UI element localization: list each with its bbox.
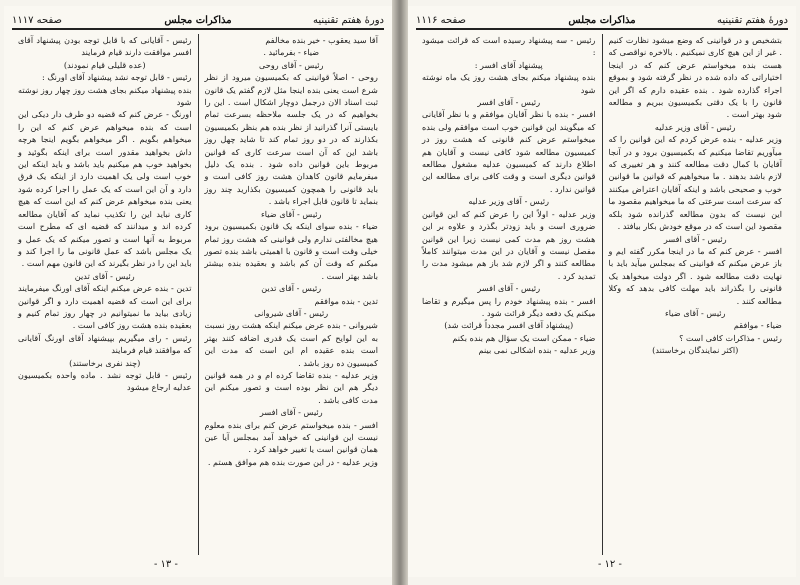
paragraph: (عده قلیلی قیام نمودند) <box>63 59 146 70</box>
page-header <box>416 12 788 30</box>
section-title: مذاکرات مجلس <box>568 14 636 26</box>
paragraph: رئیس - آقای وزیر عدلیه <box>468 196 550 207</box>
paragraph: رئیس - آقای شیروانی <box>254 307 329 318</box>
paragraph: (چند نفری برخاستند) <box>69 357 141 368</box>
paragraph: وزیر عدلیه - در این صورت بنده هم موافق هستم . <box>207 456 378 467</box>
paragraph: افسر - عرض کنم که ما در اینجا مکرر گفته ایم و باز عرض میکنم که قوانینی که بمجلس میآید باید با نهایت دقت مطالعه شود . اگر دولت میخواهد یک قانونی را بگذراند باید مهلت کافی بدهد که وکلا مطالعه کنند . <box>608 245 782 306</box>
paragraph: رئیس - آقایانی که با قابل توجه بودن پیشنهاد آقای افسر موافقت دارند قیام فرمایند <box>18 35 192 58</box>
paragraph: رئیس - آقای روحی <box>258 59 324 70</box>
paragraph: رئیس - رای میگیریم بپیشنهاد آقای اورنگ آقایانی که موافقند قیام فرمایند <box>18 332 192 356</box>
left-column <box>416 34 602 555</box>
book-gutter <box>392 0 408 585</box>
page-label: صفحه ۱۱۱۶ <box>416 14 467 26</box>
paragraph: اورنگ - عرض کنم که قضیه دو طرف دار دیکی این است که بنده میخواهم عرض کنم که این را میخواهم بگویم . اگر میخواهم بگویم اینجا هرچه داش بخواهید مقدور است برای اینکه بگوئید و بخواهید خوب هم میکنیم باید باشد و باید اینکه این خوب است ولی یک اهمیت دارد از اینکه یک فرق دارد و آن این است که یک عمل را اجرا کرده شود یعنی بنده میخواهم عرض کنم که این است که هیچ کاری نباید این را تکذیب نماید که آقایان مطالعه کرده اند و میدانند که قضیه ای که مطرح است مربوط به آنها است و تصور میکنم که یک عمل و یک مجلس باشد که عمل قانونی ما را اجرا کند و باید این را در نظر بگیرند که این قانون مهم است . <box>18 109 192 269</box>
paragraph: ضیاء - بفرمائید . <box>263 47 320 58</box>
paragraph: وزیر عدلیه - اولاً این را عرض کنم که این قوانین ضروری است و باید زودتر بگذرد و علاوه بر این هشت روز هم مدت کمی نیست زیرا این قوانین مفصل نیست و آقایان در این مدت میتوانند کاملاً مطالعه کنند و اگر لازم شد باز هم میشود مدت را تمدید کرد . <box>422 208 596 281</box>
paragraph: رئیس - آقای وزیر عدلیه <box>654 121 736 132</box>
paragraph: رئیس - مذاکرات کافی است ؟ <box>679 332 782 343</box>
paragraph: ضیاء - ممکن است یک سؤال هم بنده بکنم <box>452 332 596 343</box>
journal-title: دورهٔ هفتم تقنینیه <box>313 14 384 26</box>
paragraph: ضیاء - بنده سوای اینکه یک قانون بکمیسیون برود هیچ مخالفتی ندارم ولی قوانینی که هشت روز تمام خیلی وقت است و قانون با اهمیتی باشد بنده تصور میکنم که وقت آن کم باشد و بعقیده بنده بیشتر باشد بهتر است . <box>204 221 378 281</box>
paragraph: رئیس - آقای افسر <box>663 233 727 244</box>
paragraph: بنده پیشنهاد میکنم بجای هشت روز چهار روز نوشته شود <box>18 84 192 108</box>
paragraph: (پیشنهاد آقای افسر مجدداً قرائت شد) <box>444 320 574 331</box>
paragraph: رئیس - آقای افسر <box>477 283 541 294</box>
paragraph: تدین - بنده عرض میکنم اینکه آقای اورنگ میفرمایند برای این است که قضیه اهمیت دارد و اگر قوانین زیادی بیاید ما نمیتوانیم در چهار روز تمام کنیم و بعقیده بنده هشت روز کافی است . <box>18 283 192 331</box>
paragraph: تدین - بنده موافقم <box>314 295 378 306</box>
paragraph: رئیس - آقای تدین <box>261 283 322 294</box>
page-number: - ۱۳ - <box>154 559 178 570</box>
paragraph: بتشخیص و در قوانینی که وضع میشود نظارت کنیم . غیر از این هیچ کاری نمیکنیم . بالاخره نواقصی که هست بنده میخواستم عرض کنم که در اینجا اختیاراتی که داده شده در نظر گرفته شود و بموقع اجراء گذارده شود . بنده عقیده دارم که اگر این قانون را با یک دقتی بکمیسیون ببریم و مطالعه شود بهتر است . <box>608 35 782 120</box>
right-column <box>199 34 385 555</box>
paragraph: افسر - بنده با نظر آقایان موافقم و با نظر آقایانی که میگویند این قوانین خوب است موافقم ولی بنده میخواستم عرض کنم قانونی که هشت روز در کمیسیون مطالعه شود کافی نیست و آقایان هم اطلاع دارند که کمیسیون عدلیه مشغول مطالعه قوانین دیگری است و وقت کافی برای مطالعه این قوانین ندارد . <box>422 109 596 194</box>
paragraph: رئیس - سه پیشنهاد رسیده است که قرائت میشود : <box>422 35 596 58</box>
right-column <box>603 34 789 555</box>
paragraph: وزیر عدلیه - بنده تقاضا کرده ام و در همه قوانین دیگر هم این نظر بوده است و تصور میکنم این مدت کافی باشد . <box>204 369 378 405</box>
left-page <box>4 6 392 577</box>
page-header <box>12 12 384 30</box>
right-page <box>408 6 796 577</box>
section-title: مذاکرات مجلس <box>164 14 232 26</box>
paragraph: بنده پیشنهاد میکنم بجای هشت روز یک ماه نوشته شود <box>422 72 596 95</box>
paragraph: ضیاء - موافقم <box>733 320 782 331</box>
paragraph: وزیر عدلیه - بنده اشکالی نمی بینم <box>478 345 596 356</box>
paragraph: رئیس - آقای تدین <box>74 270 135 281</box>
paragraph: افسر - بنده پیشنهاد خودم را پس میگیرم و تقاضا میکنم یک دفعه دیگر قرائت شود . <box>422 295 596 318</box>
text-columns <box>416 34 788 555</box>
page-label: صفحه ۱۱۱۷ <box>12 14 63 26</box>
paragraph: رئیس - آقای افسر <box>477 97 541 108</box>
page-number: - ۱۲ - <box>598 559 622 570</box>
paragraph: رئیس - قابل توجه نشد پیشنهاد آقای اورنگ : <box>41 72 192 83</box>
left-column <box>12 34 198 555</box>
paragraph: شیروانی - بنده عرض میکنم اینکه هشت روز نسبت به این لوایح کم است یک قدری اضافه کنند بهتر است بنده عقیده ام این است که مدت این کمیسیون ده روز باشد . <box>204 320 378 368</box>
paragraph: افسر - بنده میخواستم عرض کنم برای بنده معلوم نیست این قوانینی که خواهد آمد بمجلس آیا عین همان قوانین است یا تغییر خواهد کرد . <box>204 419 378 455</box>
journal-title: دورهٔ هفتم تقنینیه <box>717 14 788 26</box>
paragraph: رئیس - آقای افسر <box>259 407 323 418</box>
paragraph: رئیس - آقای ضیاء <box>260 208 322 219</box>
paragraph: (اکثر نمایندگان برخاستند) <box>652 345 739 356</box>
paragraph: رئیس - قابل توجه نشد . ماده واحده بکمیسیون عدلیه ارجاع میشود <box>18 369 192 393</box>
paragraph: رئیس - آقای ضیاء <box>664 307 726 318</box>
paragraph: وزیر عدلیه - بنده عرض کردم که این قوانین را که میآوریم تقاضا میکنیم که بکمیسیون برود و در آنجا آقایان با کمال دقت مطالعه کنند و هر تغییری که لازم باشد بدهند . ما میخواهیم که قوانین ما قوانین خوب و صحیحی باشد و اینکه آقایان اعتراض میکنند که سرعت است سرعتی که ما میخواهیم مقصود ما این نیست که بدون مطالعه گذرانده شود بلکه مقصود این است که در موقع خودش بکار بیافتد . <box>608 134 782 232</box>
text-columns <box>12 34 384 555</box>
paragraph: آقا سید یعقوب - خیر بنده مخالفم <box>265 35 378 45</box>
paragraph: پیشنهاد آقای افسر : <box>474 59 543 70</box>
paragraph: روحی - اصلاً قوانینی که بکمیسیون میرود از نظر شرع است یعنی بنده اینجا مثل لازم گفتم یک قانون ثبت اسناد الان درجمل دوچار اشکال است . این را بخواهیم که در یک جلسه ملاحظه بسرعت تمام بایستی آنرا گذرانید از نظر بنده هم بنظر بکمیسیون بکذارند که در دو روز تمام کند تا شاید چهل روز باشد این که آن است سرعت کاری که قوانین مربوط باین قوانین داده شود . بنده یک دلیل میفرمایم قانون کاهدان هشت روز کافی است و باید قانونی را همچون کمیسیون بکذارید چند روز بنماید تا قانون قابل اجراء باشد . <box>204 72 378 207</box>
